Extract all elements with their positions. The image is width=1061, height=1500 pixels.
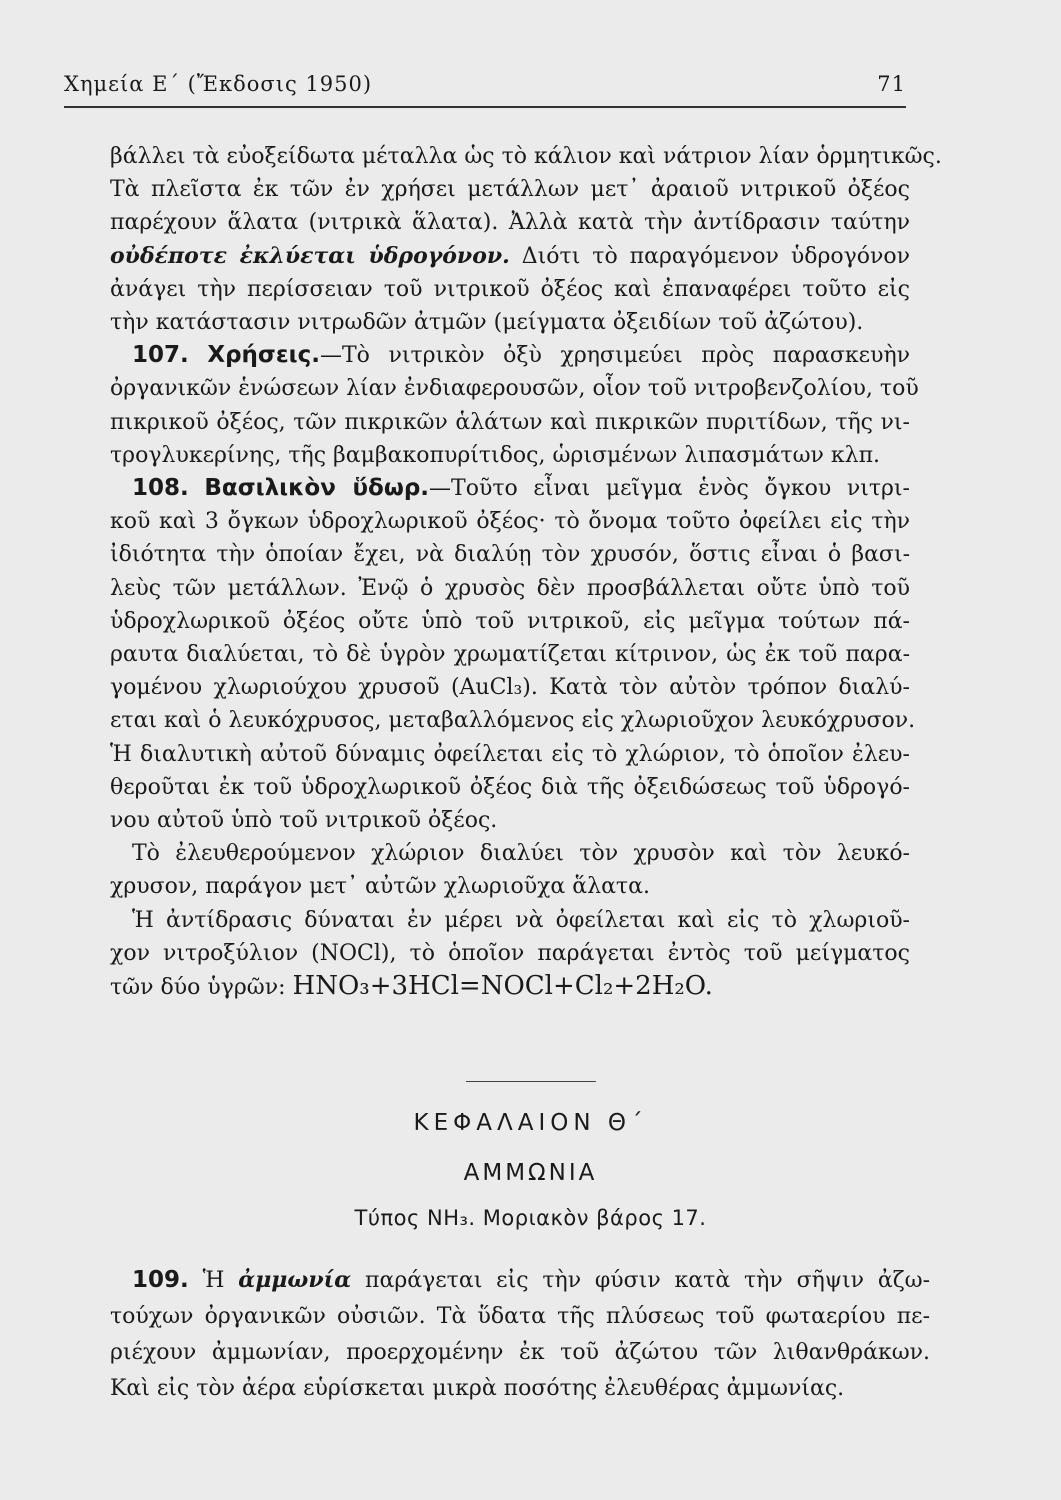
text-line: ριέχουν ἀμμωνίαν, προερχομένην ἐκ τοῦ ἀζώτου τῶν λιθανθράκων.	[110, 1340, 930, 1365]
main-text	[110, 140, 942, 1004]
text-line	[110, 970, 910, 1004]
text-line: Ἡ ἀντίδρασις δύναται ἐν μέρει νὰ ὀφείλεται καὶ εἰς τὸ χλωριοῦ-	[132, 907, 910, 933]
text-span: τῶν δύο ὑγρῶν:	[110, 975, 286, 1001]
section-109-heading-line	[110, 1262, 930, 1299]
section-109-text	[110, 1262, 930, 1407]
header-rule	[64, 106, 906, 108]
text-line: γομένου χλωριούχου χρυσοῦ (AuCl₃). Κατὰ τὸν αὐτὸν τρόπον διαλύ-	[110, 675, 910, 701]
text-line: χρυσον, παράγον μετ᾽ αὐτῶν χλωριοῦχα ἅλατα.	[110, 874, 650, 900]
section-number: 109.	[132, 1267, 189, 1293]
text-line: χον νιτροξύλιον (NOCl), τὸ ὁποῖον παράγεται ἐντὸς τοῦ μείγματος	[110, 940, 910, 966]
text-line: τούχων ὀργανικῶν οὐσιῶν. Τὰ ὕδατα τῆς πλύσεως τοῦ φωταερίου πε-	[110, 1304, 930, 1329]
text-line: Ἡ διαλυτικὴ αὐτοῦ δύναμις ὀφείλεται εἰς τὸ χλώριον, τὸ ὁποῖον ἐλευ-	[110, 741, 910, 767]
chapter-subtitle: Τύπος NH₃. Μοριακὸν βάρος 17.	[354, 1206, 707, 1230]
section-title: Βασιλικὸν ὕδωρ.	[204, 475, 430, 502]
text-line: ὑδροχλωρικοῦ ὀξέος οὔτε ὑπὸ τοῦ νιτρικοῦ, εἰς μεῖγμα τούτων πά-	[110, 608, 910, 634]
text-span: —Τοῦτο εἶναι μεῖγμα ἑνὸς ὄγκου νιτρι-	[429, 476, 910, 502]
emphasis-no-hydrogen: οὐδέποτε ἐκλύεται ὑδρογόνον.	[110, 242, 510, 269]
chapter-divider	[466, 1081, 596, 1082]
chapter-label: ΚΕΦΑΛΑΙΟΝ Θ΄	[413, 1110, 648, 1136]
text-line: ἰδιότητα τὴν ὁποίαν ἔχει, νὰ διαλύῃ τὸν χρυσόν, ὅστις εἶναι ὁ βασι-	[110, 542, 910, 568]
page-number: 71	[877, 72, 906, 96]
text-line: θεροῦται ἐκ τοῦ ὑδροχλωρικοῦ ὀξέος διὰ τῆς ὀξειδώσεως τοῦ ὑδρογό-	[110, 774, 910, 800]
text-span: παράγεται εἰς τὴν φύσιν κατὰ τὴν σῆψιν ἀζω-	[365, 1268, 931, 1293]
running-title: Χημεία Ε΄ (Ἔκδοσις 1950)	[64, 72, 373, 96]
text-line: Τὰ πλεῖστα ἐκ τῶν ἐν χρήσει μετάλλων μετ᾽ ἀραιοῦ νιτρικοῦ ὀξέος	[110, 177, 910, 203]
text-line: ραυτα διαλύεται, τὸ δὲ ὑγρὸν χρωματίζεται κίτρινον, ὡς ἐκ τοῦ παρα-	[110, 642, 910, 668]
text-line: λεὺς τῶν μετάλλων. Ἐνῷ ὁ χρυσὸς δὲν προσβάλλεται οὔτε ὑπὸ τοῦ	[110, 575, 910, 601]
section-number: 107.	[132, 342, 189, 369]
text-span: Ἡ	[202, 1268, 225, 1293]
text-span: Διότι τὸ παραγόμενον ὑδρογόνον	[521, 243, 911, 269]
section-108-heading-line	[110, 472, 910, 505]
text-line: παρέχουν ἅλατα (νιτρικὰ ἅλατα). Ἀλλὰ κατὰ τὴν ἀντίδρασιν ταύτην	[110, 210, 910, 236]
text-line: κοῦ καὶ 3 ὄγκων ὑδροχλωρικοῦ ὀξέος· τὸ ὄνομα τοῦτο ὀφείλει εἰς τὴν	[110, 509, 910, 535]
running-header	[64, 72, 906, 96]
text-line: βάλλει τὰ εὐοξείδωτα μέταλλα ὡς τὸ κάλιον καὶ νάτριον λίαν ὁρμητικῶς.	[110, 144, 942, 169]
chapter-title: ΑΜΜΩΝΙΑ	[463, 1160, 598, 1186]
text-line: εται καὶ ὁ λευκόχρυσος, μεταβαλλόμενος εἰς χλωριοῦχον λευκόχρυσον.	[110, 708, 916, 734]
text-span: —Τὸ νιτρικὸν ὀξὺ χρησιμεύει πρὸς παρασκευὴν	[319, 343, 910, 369]
text-line: Τὸ ἐλευθερούμενον χλώριον διαλύει τὸν χρυσὸν καὶ τὸν λευκό-	[132, 841, 910, 867]
text-line: ὀργανικῶν ἑνώσεων λίαν ἐνδιαφερουσῶν, οἷον τοῦ νιτροβενζολίου, τοῦ	[110, 376, 919, 402]
text-line: τρογλυκερίνης, τῆς βαμβακοπυρίτιδος, ὡρισμένων λιπασμάτων κλπ.	[110, 442, 881, 468]
section-number: 108.	[132, 475, 189, 502]
text-line: Καὶ εἰς τὸν ἀέρα εὑρίσκεται μικρὰ ποσότης ἐλευθέρας ἀμμωνίας.	[110, 1376, 845, 1401]
section-title: Χρήσεις.	[207, 342, 320, 369]
text-line: νου αὐτοῦ ὑπὸ τοῦ νιτρικοῦ ὀξέος.	[110, 808, 498, 834]
text-line: ἀνάγει τὴν περίσσειαν τοῦ νιτρικοῦ ὀξέος καὶ ἐπαναφέρει τοῦτο εἰς	[110, 276, 910, 302]
emphasis-term: ἀμμωνία	[238, 1267, 352, 1293]
text-line	[110, 240, 910, 273]
chemical-equation: HNO₃+3HCl=NOCl+Cl₂+2H₂O.	[292, 971, 713, 1002]
text-line: πικρικοῦ ὀξέος, τῶν πικρικῶν ἁλάτων καὶ πικρικῶν πυριτίδων, τῆς νι-	[110, 409, 910, 435]
section-107-heading-line	[110, 339, 910, 372]
text-line: τὴν κατάστασιν νιτρωδῶν ἀτμῶν (μείγματα ὀξειδίων τοῦ ἀζώτου).	[110, 310, 864, 336]
